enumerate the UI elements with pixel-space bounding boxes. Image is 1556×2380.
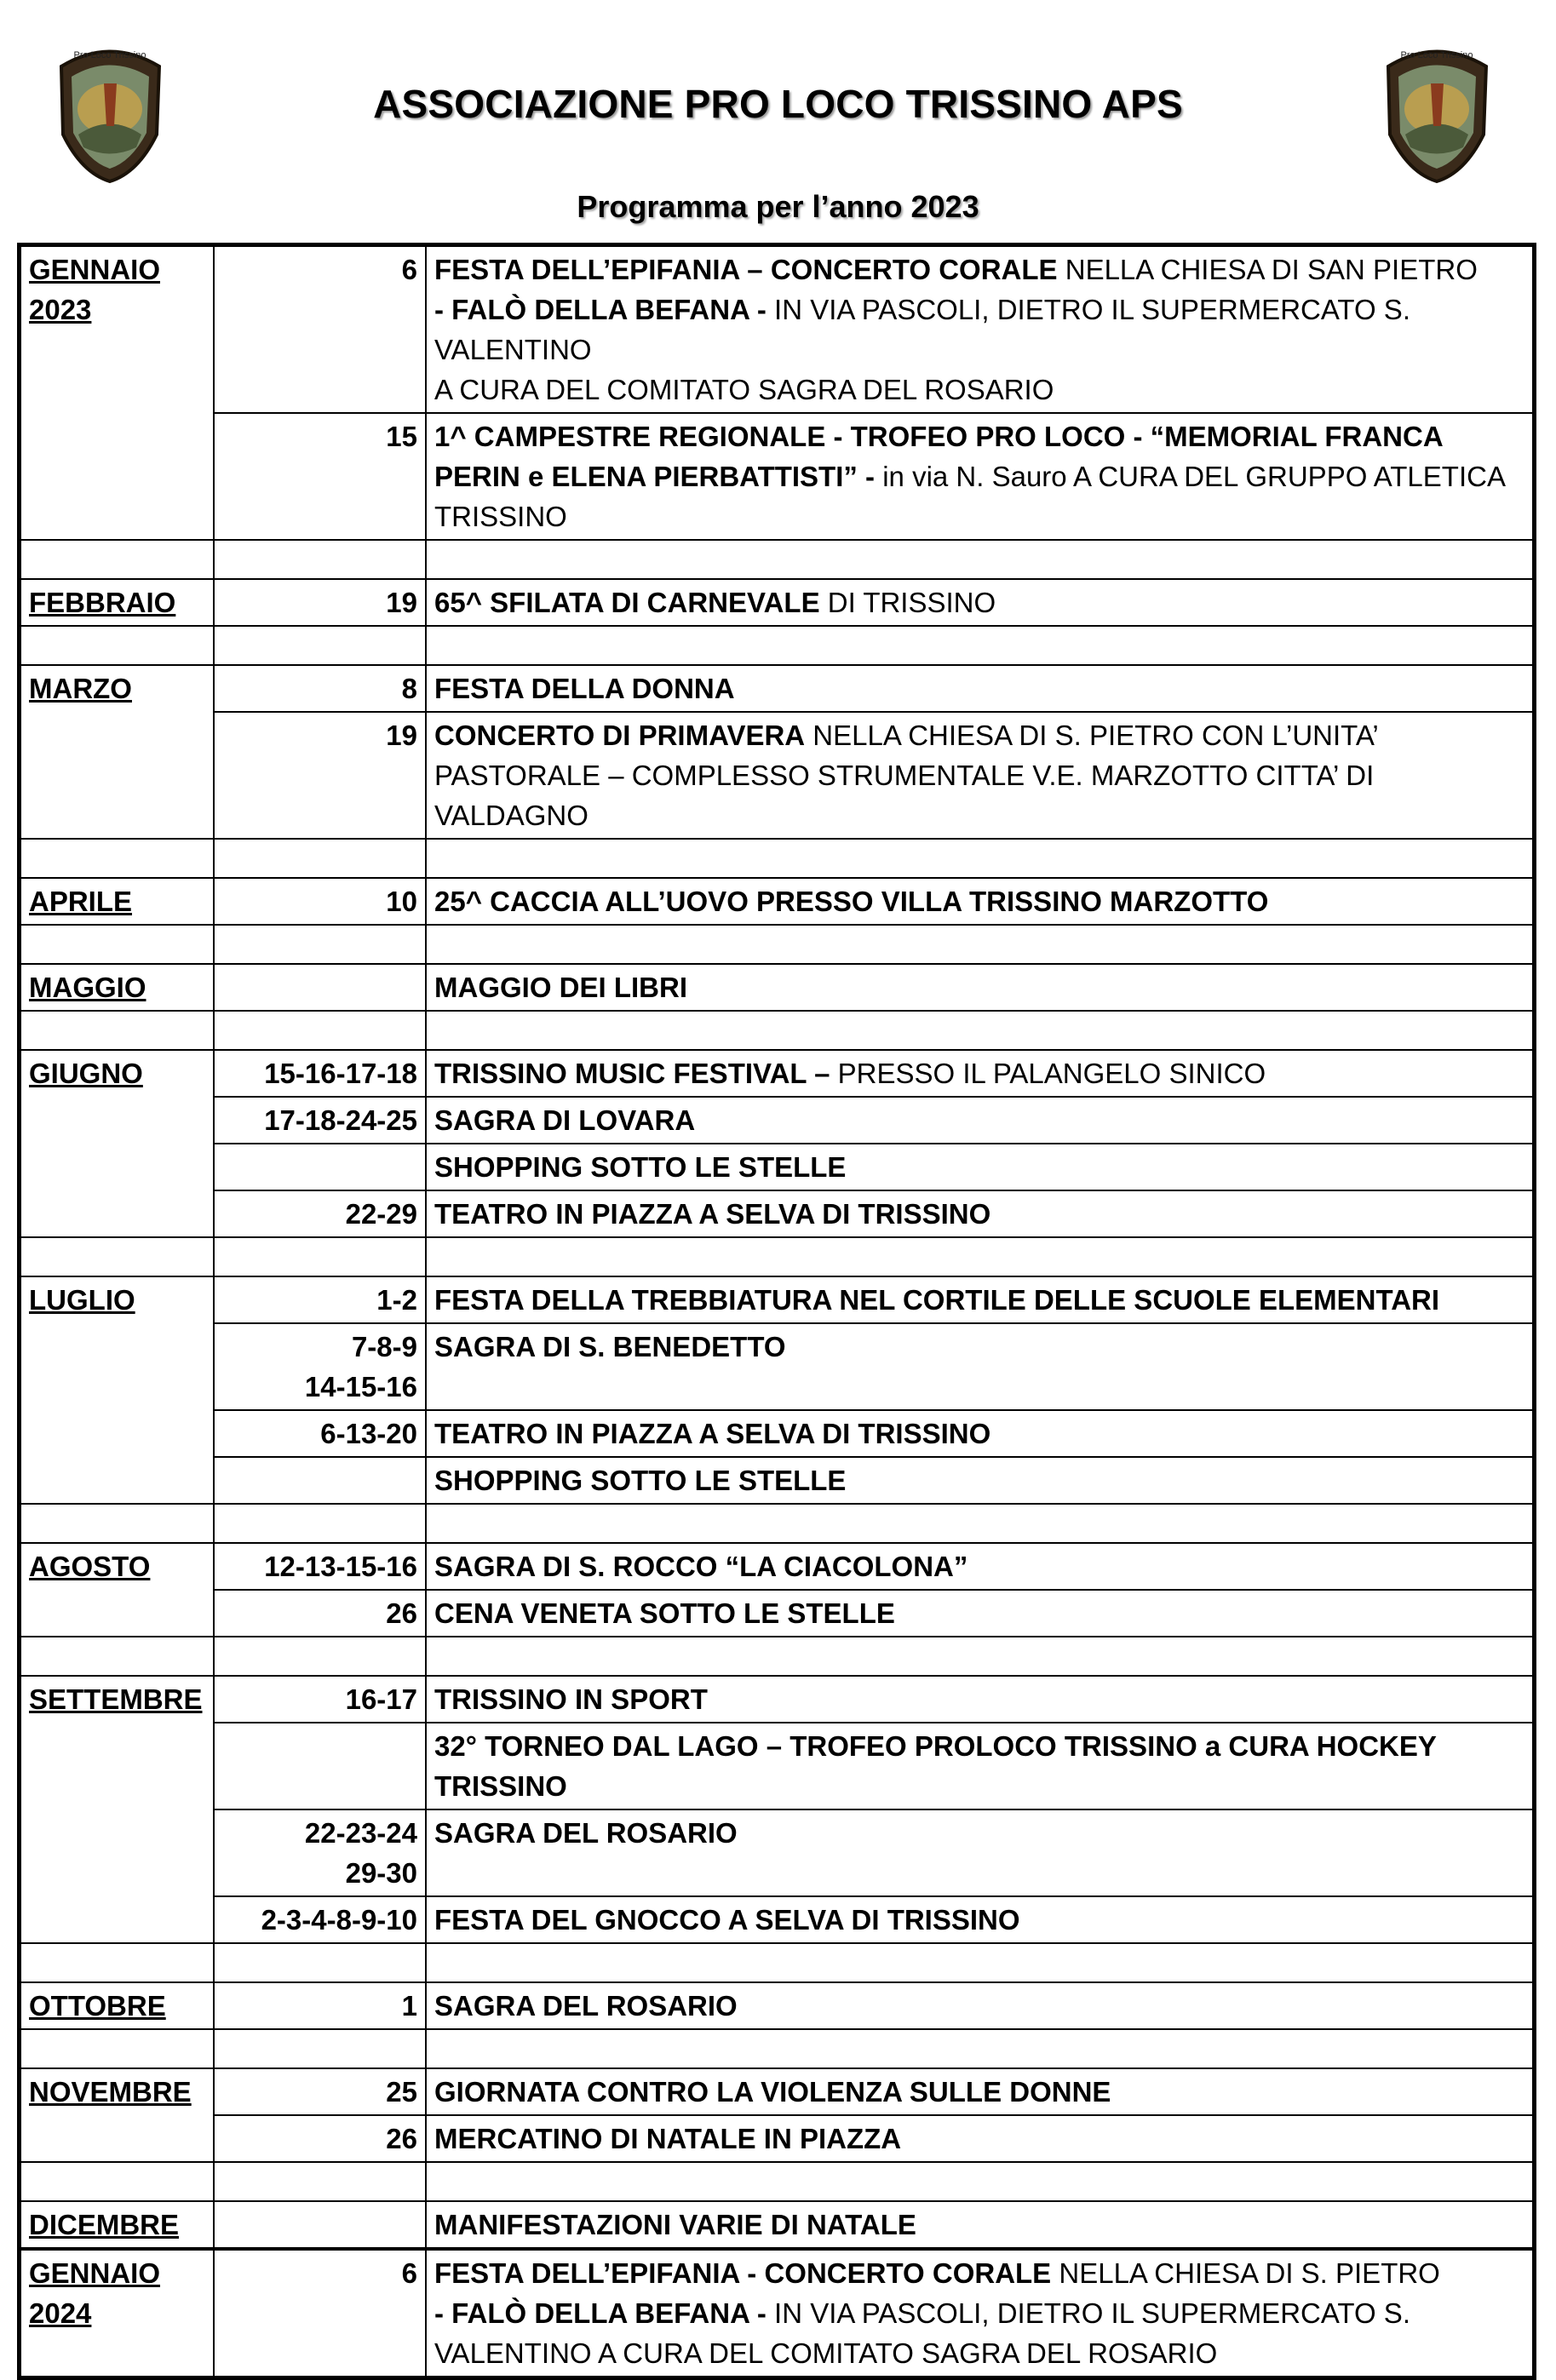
date-cell: 6-13-20 bbox=[214, 1410, 426, 1457]
program-row bbox=[20, 1276, 1535, 1323]
month-cell bbox=[20, 2115, 215, 2162]
event-title: MAGGIO DEI LIBRI bbox=[434, 972, 687, 1003]
blank-cell bbox=[20, 540, 215, 579]
date-cell: 15 bbox=[214, 413, 426, 540]
date-cell: 26 bbox=[214, 2115, 426, 2162]
blank-cell bbox=[214, 2162, 426, 2201]
date-cell bbox=[214, 1144, 426, 1190]
program-row bbox=[20, 964, 1535, 1011]
event-title: SAGRA DEL ROSARIO bbox=[434, 1817, 738, 1849]
program-row bbox=[20, 1190, 1535, 1237]
blank-cell bbox=[426, 540, 1535, 579]
blank-cell bbox=[20, 1943, 215, 1982]
event-title: 1^ CAMPESTRE REGIONALE - TROFEO PRO LOCO - “MEMORIAL FRANCA PERIN e ELENA PIERBATTISTI” - bbox=[434, 421, 1443, 492]
event-detail: NELLA CHIESA DI SAN PIETRO bbox=[1057, 254, 1478, 285]
event-cell bbox=[426, 1144, 1535, 1190]
month-cell: DICEMBRE bbox=[20, 2201, 215, 2249]
blank-separator-row bbox=[20, 2029, 1535, 2068]
event-cell bbox=[426, 1543, 1535, 1590]
date-cell bbox=[214, 1457, 426, 1504]
date-cell: 8 bbox=[214, 665, 426, 712]
blank-separator-row bbox=[20, 1504, 1535, 1543]
month-cell: APRILE bbox=[20, 878, 215, 925]
event-cell bbox=[426, 1723, 1535, 1809]
month-cell: OTTOBRE bbox=[20, 1982, 215, 2029]
blank-cell bbox=[20, 626, 215, 665]
blank-cell bbox=[214, 540, 426, 579]
program-row bbox=[20, 1723, 1535, 1809]
program-row bbox=[20, 1144, 1535, 1190]
blank-cell bbox=[214, 925, 426, 964]
month-cell: AGOSTO bbox=[20, 1543, 215, 1590]
event-title: - FALÒ DELLA BEFANA - bbox=[434, 2297, 767, 2329]
event-cell bbox=[426, 2068, 1535, 2115]
date-cell: 7-8-9 14-15-16 bbox=[214, 1323, 426, 1410]
event-title: 32° TORNEO DAL LAGO – TROFEO PROLOCO TRISSINO a CURA HOCKEY TRISSINO bbox=[434, 1730, 1437, 1802]
month-cell: GENNAIO 2023 bbox=[20, 245, 215, 414]
event-detail: in via N. Sauro A CURA DEL GRUPPO ATLETICA TRISSINO bbox=[434, 461, 1505, 532]
blank-cell bbox=[214, 1943, 426, 1982]
date-cell: 1-2 bbox=[214, 1276, 426, 1323]
event-cell bbox=[426, 1982, 1535, 2029]
month-cell bbox=[20, 1410, 215, 1457]
event-title: TEATRO IN PIAZZA A SELVA DI TRISSINO bbox=[434, 1418, 991, 1449]
program-row bbox=[20, 1676, 1535, 1723]
event-cell bbox=[426, 1190, 1535, 1237]
blank-cell bbox=[20, 925, 215, 964]
blank-separator-row bbox=[20, 1237, 1535, 1276]
date-cell bbox=[214, 2201, 426, 2249]
blank-cell bbox=[426, 1943, 1535, 1982]
event-title: SAGRA DI S. ROCCO “LA CIACOLONA” bbox=[434, 1551, 968, 1582]
month-cell bbox=[20, 1190, 215, 1237]
blank-cell bbox=[426, 1504, 1535, 1543]
program-row bbox=[20, 665, 1535, 712]
event-detail: NELLA CHIESA DI S. PIETRO CON L’UNITA’ PASTORALE – COMPLESSO STRUMENTALE V.E. MARZOTTO CITTA’ DI VALDAGNO bbox=[434, 720, 1378, 831]
event-title: 25^ CACCIA ALL’UOVO PRESSO VILLA TRISSINO MARZOTTO bbox=[434, 886, 1269, 917]
date-cell: 6 bbox=[214, 245, 426, 414]
event-cell bbox=[426, 245, 1535, 414]
blank-cell bbox=[214, 1237, 426, 1276]
blank-cell bbox=[426, 2162, 1535, 2201]
event-title: FESTA DELLA TREBBIATURA NEL CORTILE DELLE SCUOLE ELEMENTARI bbox=[434, 1284, 1440, 1316]
event-cell bbox=[426, 1276, 1535, 1323]
program-row bbox=[20, 1982, 1535, 2029]
blank-cell bbox=[426, 1637, 1535, 1676]
month-cell: MAGGIO bbox=[20, 964, 215, 1011]
event-title: FESTA DELLA DONNA bbox=[434, 673, 735, 704]
program-row bbox=[20, 1410, 1535, 1457]
month-cell: MARZO bbox=[20, 665, 215, 712]
program-row bbox=[20, 2115, 1535, 2162]
month-cell bbox=[20, 1323, 215, 1410]
event-cell bbox=[426, 2115, 1535, 2162]
blank-cell bbox=[426, 839, 1535, 878]
month-cell: NOVEMBRE bbox=[20, 2068, 215, 2115]
program-table bbox=[17, 243, 1536, 2380]
event-title: SAGRA DI S. BENEDETTO bbox=[434, 1331, 786, 1362]
program-row bbox=[20, 2249, 1535, 2378]
month-cell bbox=[20, 1809, 215, 1896]
event-cell bbox=[426, 2249, 1535, 2378]
event-cell bbox=[426, 1676, 1535, 1723]
event-detail: NELLA CHIESA DI S. PIETRO bbox=[1051, 2257, 1440, 2289]
month-cell bbox=[20, 712, 215, 839]
event-title: TRISSINO IN SPORT bbox=[434, 1683, 708, 1715]
date-cell: 10 bbox=[214, 878, 426, 925]
event-detail: DI TRISSINO bbox=[819, 587, 996, 618]
event-cell bbox=[426, 1323, 1535, 1410]
blank-separator-row bbox=[20, 839, 1535, 878]
blank-cell bbox=[426, 1011, 1535, 1050]
month-cell bbox=[20, 1144, 215, 1190]
program-row bbox=[20, 1323, 1535, 1410]
blank-cell bbox=[20, 839, 215, 878]
event-cell bbox=[426, 2201, 1535, 2249]
blank-separator-row bbox=[20, 626, 1535, 665]
blank-cell bbox=[20, 1237, 215, 1276]
blank-separator-row bbox=[20, 925, 1535, 964]
blank-cell bbox=[214, 1011, 426, 1050]
date-cell: 12-13-15-16 bbox=[214, 1543, 426, 1590]
date-cell: 22-29 bbox=[214, 1190, 426, 1237]
blank-separator-row bbox=[20, 1943, 1535, 1982]
month-cell: SETTEMBRE bbox=[20, 1676, 215, 1723]
event-title: 65^ SFILATA DI CARNEVALE bbox=[434, 587, 820, 618]
event-cell bbox=[426, 1097, 1535, 1144]
event-detail: IN VIA PASCOLI, DIETRO IL SUPERMERCATO S. VALENTINO A CURA DEL COMITATO SAGRA DEL ROSARIO bbox=[434, 2297, 1410, 2369]
month-cell bbox=[20, 1590, 215, 1637]
event-title: MERCATINO DI NATALE IN PIAZZA bbox=[434, 2123, 902, 2154]
month-cell bbox=[20, 1896, 215, 1943]
blank-cell bbox=[214, 2029, 426, 2068]
date-cell: 25 bbox=[214, 2068, 426, 2115]
event-cell bbox=[426, 579, 1535, 626]
blank-cell bbox=[426, 626, 1535, 665]
event-cell bbox=[426, 1809, 1535, 1896]
program-row bbox=[20, 1809, 1535, 1896]
program-row bbox=[20, 878, 1535, 925]
program-table-body bbox=[20, 245, 1535, 2378]
event-detail: PRESSO IL PALANGELO SINICO bbox=[830, 1058, 1266, 1089]
program-row bbox=[20, 712, 1535, 839]
program-row bbox=[20, 2201, 1535, 2249]
date-cell: 19 bbox=[214, 712, 426, 839]
event-title: TRISSINO MUSIC FESTIVAL – bbox=[434, 1058, 830, 1089]
month-cell bbox=[20, 413, 215, 540]
blank-cell bbox=[426, 2029, 1535, 2068]
program-row bbox=[20, 2068, 1535, 2115]
blank-cell bbox=[214, 839, 426, 878]
event-cell bbox=[426, 964, 1535, 1011]
event-cell bbox=[426, 413, 1535, 540]
event-cell bbox=[426, 665, 1535, 712]
blank-cell bbox=[20, 1011, 215, 1050]
event-title: GIORNATA CONTRO LA VIOLENZA SULLE DONNE bbox=[434, 2076, 1111, 2108]
date-cell: 16-17 bbox=[214, 1676, 426, 1723]
program-row bbox=[20, 1590, 1535, 1637]
date-cell: 1 bbox=[214, 1982, 426, 2029]
blank-separator-row bbox=[20, 540, 1535, 579]
blank-cell bbox=[214, 1504, 426, 1543]
month-cell: GIUGNO bbox=[20, 1050, 215, 1097]
event-title: SHOPPING SOTTO LE STELLE bbox=[434, 1151, 847, 1183]
month-cell: LUGLIO bbox=[20, 1276, 215, 1323]
blank-cell bbox=[214, 626, 426, 665]
month-cell bbox=[20, 1457, 215, 1504]
date-cell: 19 bbox=[214, 579, 426, 626]
event-cell bbox=[426, 1410, 1535, 1457]
event-cell bbox=[426, 1457, 1535, 1504]
blank-cell bbox=[20, 2029, 215, 2068]
program-row bbox=[20, 1896, 1535, 1943]
blank-cell bbox=[20, 1637, 215, 1676]
event-cell bbox=[426, 1590, 1535, 1637]
date-cell: 26 bbox=[214, 1590, 426, 1637]
program-row bbox=[20, 579, 1535, 626]
month-cell: GENNAIO 2024 bbox=[20, 2249, 215, 2378]
date-cell: 2-3-4-8-9-10 bbox=[214, 1896, 426, 1943]
program-row bbox=[20, 1097, 1535, 1144]
event-cell bbox=[426, 1896, 1535, 1943]
program-row bbox=[20, 1543, 1535, 1590]
event-title: FESTA DELL’EPIFANIA - CONCERTO CORALE bbox=[434, 2257, 1052, 2289]
program-row bbox=[20, 1457, 1535, 1504]
event-cell bbox=[426, 878, 1535, 925]
event-title: SHOPPING SOTTO LE STELLE bbox=[434, 1465, 847, 1496]
date-cell: 6 bbox=[214, 2249, 426, 2378]
event-title: - FALÒ DELLA BEFANA - bbox=[434, 294, 767, 325]
event-title: TEATRO IN PIAZZA A SELVA DI TRISSINO bbox=[434, 1198, 991, 1230]
page-subtitle: Programma per l’anno 2023 bbox=[577, 189, 979, 224]
program-row bbox=[20, 413, 1535, 540]
blank-cell bbox=[426, 1237, 1535, 1276]
date-cell: 22-23-24 29-30 bbox=[214, 1809, 426, 1896]
date-cell: 15-16-17-18 bbox=[214, 1050, 426, 1097]
month-cell bbox=[20, 1097, 215, 1144]
event-title: SAGRA DI LOVARA bbox=[434, 1104, 696, 1136]
logo-text-right: Pro Loco Trissino bbox=[1400, 50, 1473, 60]
event-title: SAGRA DEL ROSARIO bbox=[434, 1990, 738, 2022]
blank-separator-row bbox=[20, 2162, 1535, 2201]
event-detail: IN VIA PASCOLI, DIETRO IL SUPERMERCATO S. VALENTINO A CURA DEL COMITATO SAGRA DEL ROSARIO bbox=[434, 294, 1410, 405]
blank-separator-row bbox=[20, 1637, 1535, 1676]
event-title: FESTA DELL’EPIFANIA – CONCERTO CORALE bbox=[434, 254, 1058, 285]
program-row bbox=[20, 245, 1535, 414]
month-cell bbox=[20, 1723, 215, 1809]
blank-cell bbox=[20, 2162, 215, 2201]
month-cell: FEBBRAIO bbox=[20, 579, 215, 626]
event-cell bbox=[426, 1050, 1535, 1097]
blank-cell bbox=[20, 1504, 215, 1543]
blank-separator-row bbox=[20, 1011, 1535, 1050]
date-cell: 17-18-24-25 bbox=[214, 1097, 426, 1144]
event-title: MANIFESTAZIONI VARIE DI NATALE bbox=[434, 2209, 916, 2240]
page-title: ASSOCIAZIONE PRO LOCO TRISSINO APS bbox=[373, 82, 1183, 126]
logo-text-left: Pro Loco Trissino bbox=[73, 50, 146, 60]
event-title: CENA VENETA SOTTO LE STELLE bbox=[434, 1597, 895, 1629]
event-title: CONCERTO DI PRIMAVERA bbox=[434, 720, 806, 751]
date-cell bbox=[214, 964, 426, 1011]
event-cell bbox=[426, 712, 1535, 839]
program-row bbox=[20, 1050, 1535, 1097]
date-cell bbox=[214, 1723, 426, 1809]
blank-cell bbox=[214, 1637, 426, 1676]
event-title: FESTA DEL GNOCCO A SELVA DI TRISSINO bbox=[434, 1904, 1020, 1936]
blank-cell bbox=[426, 925, 1535, 964]
